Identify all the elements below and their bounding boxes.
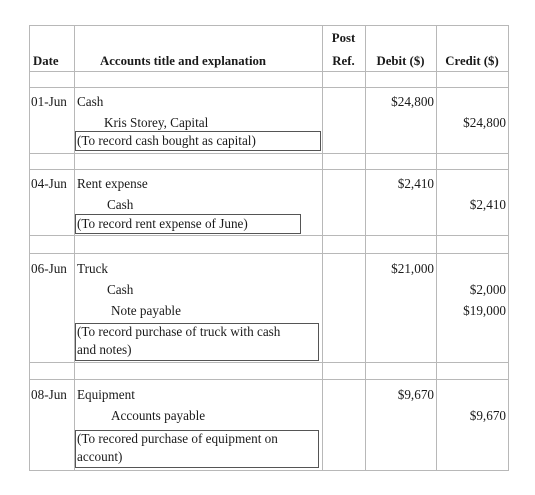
grid-line	[29, 25, 509, 26]
grid-line	[74, 25, 75, 471]
debit-amount: $2,410	[397, 176, 434, 191]
credit-account: Cash	[107, 197, 134, 212]
credit-account: Cash	[107, 282, 134, 297]
grid-line	[29, 71, 509, 72]
header-account: Accounts title and explanation	[100, 54, 267, 68]
explanation-text: (To record purchase of truck with cash	[77, 324, 281, 339]
grid-line	[29, 235, 509, 236]
credit-account: Note payable	[111, 303, 181, 318]
debit-account: Rent expense	[77, 176, 148, 191]
explanation-text: (To record rent expense of June)	[77, 216, 248, 231]
debit-amount: $21,000	[391, 261, 434, 276]
grid-line	[29, 87, 509, 88]
credit-account: Kris Storey, Capital	[104, 115, 209, 130]
journal-entry-table	[29, 25, 509, 471]
credit-amount: $2,410	[469, 197, 506, 212]
debit-amount: $9,670	[397, 387, 434, 402]
header-credit: Credit ($)	[445, 54, 499, 68]
explanation-text: (To record cash bought as capital)	[77, 133, 256, 148]
grid-line	[29, 470, 509, 471]
grid-line	[29, 25, 30, 471]
entry-date: 04-Jun	[31, 176, 67, 191]
header-post-ref-line2: Ref.	[332, 54, 355, 68]
credit-amount: $19,000	[463, 303, 506, 318]
entry-date: 01-Jun	[31, 94, 67, 109]
grid-line	[365, 25, 366, 471]
credit-amount: $2,000	[469, 282, 506, 297]
grid-line	[29, 253, 509, 254]
header-date: Date	[33, 54, 59, 68]
grid-line	[29, 153, 509, 154]
grid-line	[322, 25, 323, 471]
debit-account: Truck	[77, 261, 109, 276]
credit-amount: $24,800	[463, 115, 506, 130]
header-debit: Debit ($)	[376, 54, 425, 68]
grid-line	[29, 379, 509, 380]
entry-date: 08-Jun	[31, 387, 67, 402]
debit-account: Cash	[77, 94, 104, 109]
grid-line	[29, 362, 509, 363]
grid-line	[436, 25, 437, 471]
credit-account: Accounts payable	[111, 408, 206, 423]
grid-line	[29, 169, 509, 170]
grid-line	[508, 25, 509, 471]
entry-date: 06-Jun	[31, 261, 67, 276]
explanation-text: and notes)	[77, 342, 132, 357]
credit-amount: $9,670	[469, 408, 506, 423]
debit-account: Equipment	[77, 387, 135, 402]
header-post-ref-line1: Post	[331, 31, 356, 45]
explanation-text: (To recored purchase of equipment on	[77, 431, 278, 446]
debit-amount: $24,800	[391, 94, 434, 109]
explanation-text: account)	[77, 449, 123, 464]
